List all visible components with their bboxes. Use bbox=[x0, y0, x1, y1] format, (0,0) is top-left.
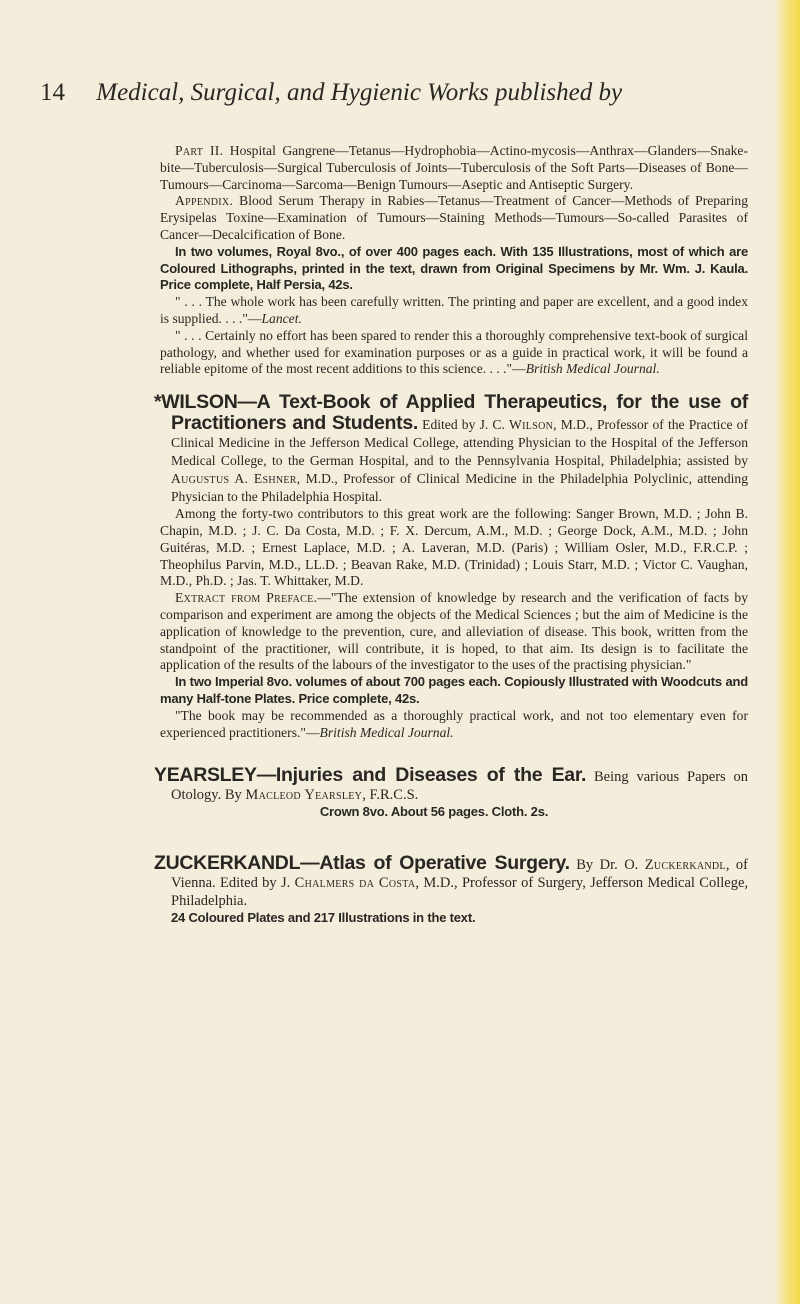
part-two-contents bbox=[160, 143, 748, 193]
wilson-extract-label: Extract from Preface. bbox=[175, 590, 318, 606]
zuckerkandl-title: ZUCKERKANDL—Atlas of Operative Surgery. bbox=[154, 852, 570, 875]
wilson-editor-post: , M.D., Professor of the Practice of Clinical Medicine in the Jefferson Medical College, attending Physician to the Hospital of the Jefferson Medical College, to the German Hospital, and to the Pennsylvania Hospital, Philadelphia; assisted by bbox=[171, 417, 748, 469]
review-lancet-text: " . . . The whole work has been carefully written. The printing and paper are excellent, and a good index is supplied. . . ."— bbox=[160, 294, 748, 326]
spacer bbox=[160, 741, 748, 765]
wilson-extract-text: —"The extension of knowledge by research and the verification of facts by comparison and experiment are among the objects of the Medical Sciences ; but the aim of Medicine is the application of knowledge to the prevention, cure, and alleviation of disease. This book, written from the standpoint of the practitioner, will contribute, it is hoped, to that aim. Its design is to facilitate the application of the results of the labours of the investigator to the uses of the practising physician." bbox=[160, 590, 748, 673]
zuckerkandl-editor: Chalmers da Costa bbox=[294, 875, 416, 892]
kaula-book-details: In two volumes, Royal 8vo., of over 400 pages each. With 135 Illustrations, most of which are Coloured Lithographs, printed in the text, drawn from Original Specimens by Mr. Wm. J. Kaula. Price complete, Half Persia, 42s. bbox=[160, 243, 748, 293]
appendix-label: Appendix. bbox=[175, 193, 234, 209]
zuckerkandl-details: 24 Coloured Plates and 217 Illustrations in the text. bbox=[171, 910, 476, 926]
page-number: 14 bbox=[40, 79, 65, 106]
wilson-contributors: Among the forty-two contributors to this great work are the following: Sanger Brown, M.D. ; John B. Chapin, M.D. ; J. C. Da Costa, M.D. ; F. X. Dercum, A.M., M.D. ; George Dock, A.M., M.D. ; John Guitéras, M.D. ; Ernest Laplace, M.D. ; A. Laveran, M.D. (Paris) ; William Osler, M.D., F.R.C.P. ; Theophilus Parvin, M.D., LL.D. ; Beavan Rake, M.D. (Trinidad) ; Louis Starr, M.D. ; Victor C. Vaughan, M.D., Ph.D. ; Jas. T. Whittaker, M.D. bbox=[160, 506, 748, 589]
zuckerkandl-author: Zuckerkandl bbox=[644, 857, 726, 874]
wilson-review-text: "The book may be recommended as a thoroughly practical work, and not too elementary even for experienced practitioners."— bbox=[160, 707, 748, 740]
yearsley-desc-post: , F.R.C.S. bbox=[362, 787, 419, 804]
part-two-text: Hospital Gangrene—Tetanus—Hydrophobia—Actino-mycosis—Anthrax—Glanders—Snake-bite—Tuberculosis—Surgical Tuberculosis of Joints—Tuberculosis of the Soft Parts—Diseases of Bone—Tumours—Carcinoma—Sarcoma—Benign Tumours—Aseptic and Antiseptic Surgery. bbox=[160, 143, 748, 192]
zuckerkandl-desc-mid: , of Vienna. Edited by J. bbox=[171, 857, 748, 892]
review-bmj-text: " . . . Certainly no effort has been spared to render this a thoroughly comprehensive text-book of surgical pathology, and whether used for examination purposes or as a guide in practical work, it will be found a reliable epitome of the most recent additions to this science. . . ."— bbox=[160, 327, 748, 377]
review-lancet-source: Lancet. bbox=[261, 310, 302, 326]
wilson-title: *WILSON—A Text-Book of Applied Therapeutics, for the use of Practitioners and Students. bbox=[154, 391, 748, 435]
running-head bbox=[40, 79, 760, 107]
spacer bbox=[160, 378, 748, 392]
zuckerkandl-heading bbox=[154, 853, 748, 910]
yearsley-desc-pre: Being various Papers on Otology. By bbox=[171, 769, 748, 804]
spacer bbox=[160, 821, 748, 853]
review-lancet bbox=[160, 294, 748, 328]
zuckerkandl-desc-pre: By Dr. O. bbox=[576, 857, 645, 874]
running-head-title: Medical, Surgical, and Hygienic Works published by bbox=[96, 79, 623, 106]
yearsley-entry bbox=[154, 765, 748, 804]
page-body bbox=[154, 143, 749, 927]
appendix-text: Blood Serum Therapy in Rabies—Tetanus—Treatment of Cancer—Methods of Preparing Erysipelas Toxine—Examination of Tumours—Staining Methods—Tumours—So-called Parasites of Cancer—Decalcification of Bone. bbox=[160, 193, 748, 242]
review-bmj bbox=[160, 328, 748, 378]
yearsley-details: Crown 8vo. About 56 pages. Cloth. 2s. bbox=[319, 804, 549, 820]
wilson-editor-name: Wilson bbox=[509, 417, 554, 433]
page-edge bbox=[774, 0, 800, 1304]
wilson-heading bbox=[154, 392, 748, 506]
wilson-review bbox=[160, 708, 748, 742]
wilson-editor-pre: Edited by J. C. bbox=[422, 417, 510, 433]
wilson-extract bbox=[160, 590, 748, 674]
wilson-assistant-post: , M.D., Professor of Clinical Medicine in the Philadelphia Polyclinic, attending Physician to the Philadelphia Hospital. bbox=[171, 471, 748, 505]
zuckerkandl-desc-post: , M.D., Professor of Surgery, Jefferson Medical College, Philadelphia. bbox=[171, 875, 749, 910]
part-two-label: Part II. bbox=[175, 143, 224, 158]
wilson-review-source: British Medical Journal. bbox=[319, 724, 454, 740]
yearsley-author: Macleod Yearsley bbox=[245, 787, 363, 804]
review-bmj-source: British Medical Journal. bbox=[525, 361, 660, 377]
zuckerkandl-entry bbox=[154, 853, 748, 910]
appendix-contents bbox=[160, 193, 748, 243]
wilson-details: In two Imperial 8vo. volumes of about 700 pages each. Copiously Illustrated with Woodcuts and many Half-tone Plates. Price complete, 42s. bbox=[160, 674, 748, 706]
yearsley-heading bbox=[154, 765, 748, 804]
yearsley-title: YEARSLEY—Injuries and Diseases of the Ear. bbox=[154, 764, 587, 787]
wilson-assistant-name: Augustus A. Eshner bbox=[171, 471, 297, 487]
wilson-entry bbox=[154, 392, 748, 506]
